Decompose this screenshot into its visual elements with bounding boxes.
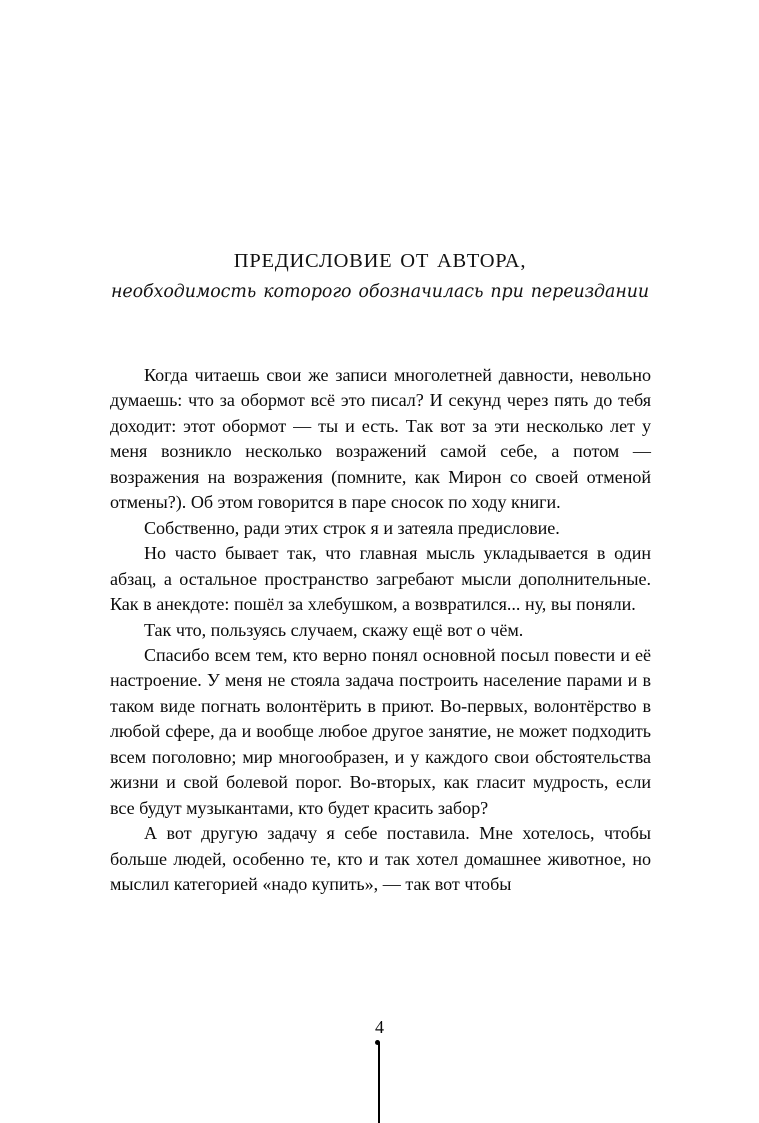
paragraph: Спасибо всем тем, кто верно понял основной посыл повести и её настроение. У меня не стояла задача построить население парами и в таком виде погнать волонтёрить в приют. Во-первых, волонтёрство в любой сфере, да и вообще любое другое занятие, не может подходить всем поголовно; мир многообразен, и у каждого свои обстоятельства жизни и свой болевой порог. Во-вторых, как гласит мудрость, если все будут музыкантами, кто будет красить забор? bbox=[110, 644, 651, 818]
paragraph: Когда читаешь свои же записи многолетней давности, невольно думаешь: что за обормот всё это писал? И секунд через пять до тебя доходит: этот обормот — ты и есть. Так вот за эти несколько лет у меня возникло несколько возражений самой себе, а потом — возражения на возражения (помните, как Мирон со своей отменой отмены?). Об этом говорится в паре сносок по ходу книги. bbox=[110, 365, 651, 513]
paragraph: А вот другую задачу я себе поставила. Мне хотелось, чтобы больше людей, особенно те, кто и так хотел домашнее животное, но мыслил категорией «надо купить», — так вот чтобы bbox=[110, 823, 651, 895]
paragraph: Собственно, ради этих строк я и затеяла предисловие. bbox=[144, 517, 560, 538]
folio-rule-ornament bbox=[378, 1042, 380, 1123]
paragraph: Так что, пользуясь случаем, скажу ещё вот о чём. bbox=[144, 619, 524, 640]
page-title: ПРЕДИСЛОВИЕ ОТ АВТОРА, bbox=[233, 250, 527, 272]
page-subtitle: необходимость которого обозначилась при переиздании bbox=[110, 282, 650, 302]
paragraph: Но часто бывает так, что главная мысль укладывается в один абзац, а остальное пространство загребают мысли дополнительные. Как в анекдоте: пошёл за хлебушком, а возвратился... ну, вы поняли. bbox=[110, 543, 651, 615]
page-number: 4 bbox=[375, 1017, 384, 1037]
body-text bbox=[110, 363, 651, 898]
chapter-heading bbox=[110, 248, 650, 303]
